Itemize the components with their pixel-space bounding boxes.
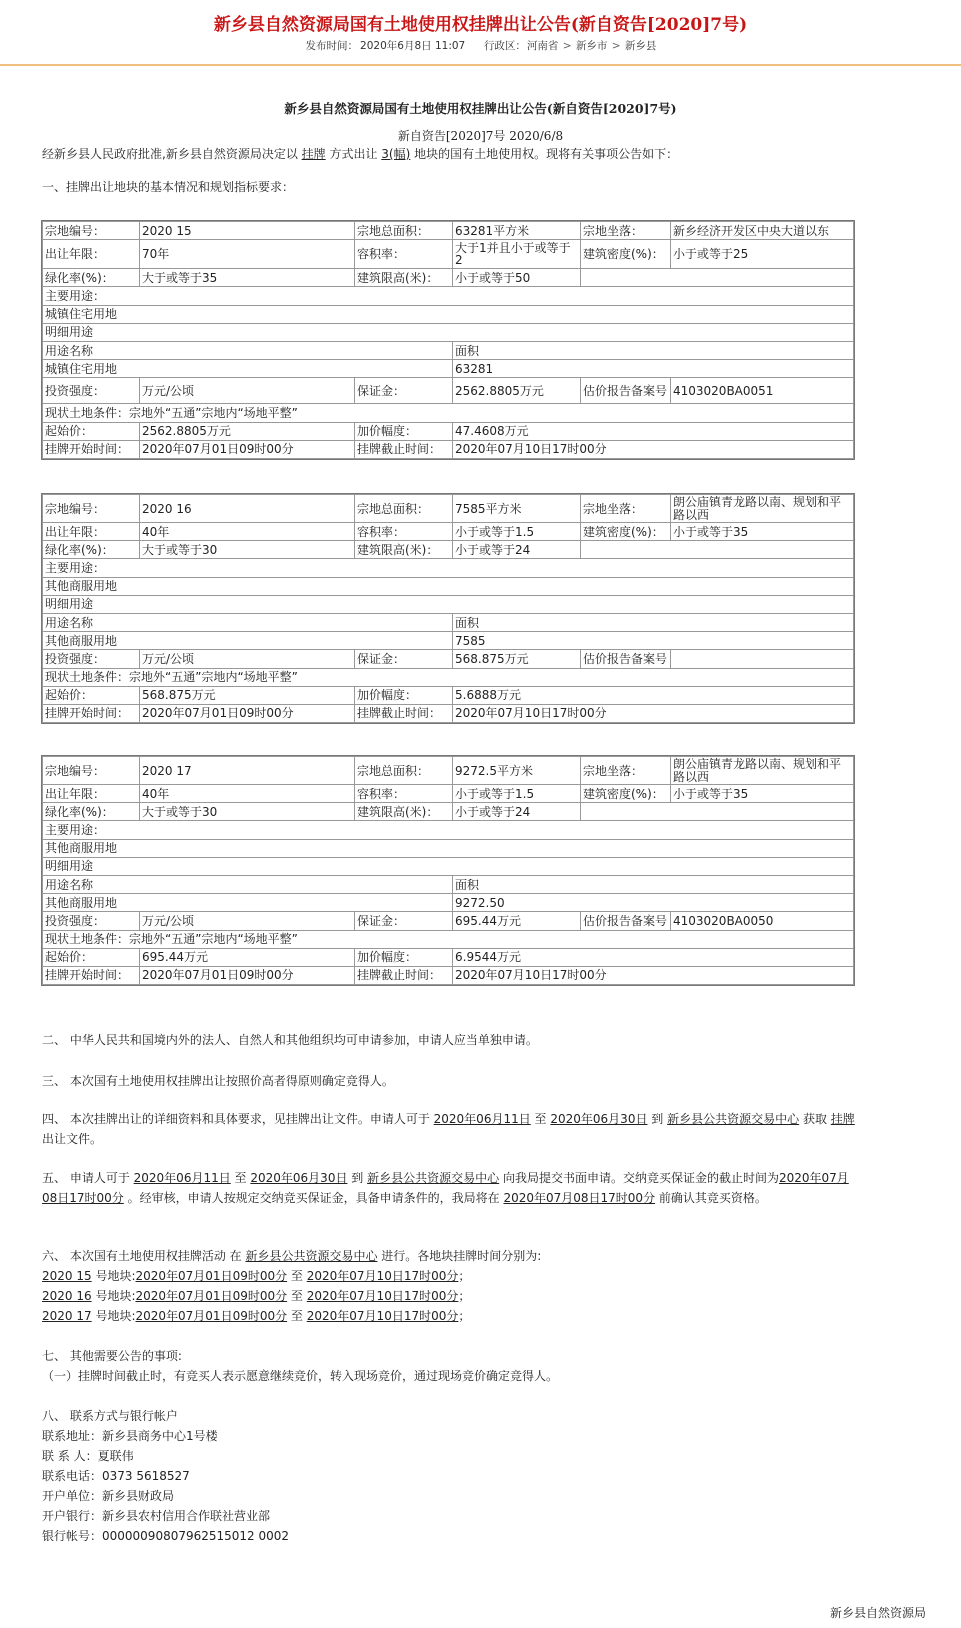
table-cell: 挂牌开始时间： [43, 966, 140, 984]
contact-line: 联系地址：新乡县商务中心1号楼 [42, 1429, 218, 1443]
table-cell: 保证金： [355, 378, 453, 404]
table-cell: 估价报告备案号 [581, 378, 671, 404]
table-cell: 面积 [453, 875, 854, 893]
table-cell: 4103020BA0050 [671, 912, 854, 930]
table-cell: 万元/公顷 [140, 650, 355, 668]
region-city-link[interactable]: 新乡市 [575, 40, 608, 52]
section-1-heading: 一、挂牌出让地块的基本情况和规划指标要求： [42, 180, 295, 194]
table-cell: 面积 [453, 613, 854, 631]
table-cell: 出让年限： [43, 785, 140, 803]
table-cell: 2020 16 [140, 495, 355, 523]
table-cell: 47.4608万元 [453, 422, 854, 440]
table-cell: 建筑限高(米)： [355, 269, 453, 287]
table-cell: 绿化率(%)： [43, 803, 140, 821]
table-cell: 小于或等于25 [671, 240, 854, 269]
table-cell: 加价幅度： [355, 686, 453, 704]
schedule-row: 2020 16 号地块:2020年07月01日09时00分 至 2020年07月10日17时00分； [42, 1289, 471, 1303]
table-cell: 用途名称 [43, 341, 453, 359]
table-cell: 568.875万元 [140, 686, 355, 704]
contact-line: 联系电话：0373 5618527 [42, 1469, 190, 1483]
table-cell: 695.44万元 [453, 912, 581, 930]
table-cell: 63281 [453, 360, 854, 378]
table-cell: 2562.8805万元 [140, 422, 355, 440]
table-cell: 主要用途： [43, 559, 854, 577]
table-cell: 朗公庙镇青龙路以南、规划和平路以西 [671, 757, 854, 785]
table-cell: 其他商服用地 [43, 839, 854, 857]
table-cell: 主要用途： [43, 287, 854, 305]
parcel-table [42, 221, 854, 459]
table-cell: 万元/公顷 [140, 378, 355, 404]
table-cell: 出让年限： [43, 240, 140, 269]
table-cell: 小于或等于50 [453, 269, 581, 287]
table-cell: 投资强度： [43, 650, 140, 668]
doc-title: 新乡县自然资源局国有土地使用权挂牌出让公告(新自资告[2020]7号) [284, 101, 677, 116]
table-cell: 朗公庙镇青龙路以南、规划和平路以西 [671, 495, 854, 523]
table-cell: 建筑限高(米)： [355, 541, 453, 559]
table-cell: 挂牌开始时间： [43, 704, 140, 722]
table-cell: 宗地编号： [43, 757, 140, 785]
table-cell: 大于或等于35 [140, 269, 355, 287]
section-7: 七、 其他需要公告的事项: （一）挂牌时间截止时，有竞买人表示愿意继续竞价，转入现场竞价，通过现场竞价确定竞得人。 [42, 1349, 559, 1383]
table-cell: 小于或等于35 [671, 523, 854, 541]
table-cell: 加价幅度： [355, 422, 453, 440]
table-cell: 5.6888万元 [453, 686, 854, 704]
table-cell: 其他商服用地 [43, 894, 453, 912]
contact-line: 开户银行：新乡县农村信用合作联社营业部 [42, 1509, 271, 1523]
page-title: 新乡县自然资源局国有土地使用权挂牌出让公告(新自资告[2020]7号) [213, 15, 748, 35]
table-cell: 加价幅度： [355, 948, 453, 966]
table-cell: 建筑密度(%)： [581, 240, 671, 269]
table-cell: 40年 [140, 785, 355, 803]
header [0, 0, 961, 66]
table-cell: 小于或等于1.5 [453, 785, 581, 803]
publish-time: 2020年6月8日 11:07 [360, 40, 466, 52]
table-cell: 宗地总面积： [355, 222, 453, 240]
table-cell: 投资强度： [43, 912, 140, 930]
chevron-right-icon: > [562, 40, 572, 52]
intro-paragraph: 经新乡县人民政府批准,新乡县自然资源局决定以 挂牌 方式出让 3(幅) 地块的国有土地使用权。现将有关事项公告如下： [42, 147, 679, 161]
table-cell: 40年 [140, 523, 355, 541]
table-cell: 2020年07月10日17时00分 [453, 440, 854, 458]
table-cell: 宗地坐落： [581, 495, 671, 523]
table-cell: 起始价： [43, 948, 140, 966]
table-cell: 容积率： [355, 523, 453, 541]
table-cell: 投资强度： [43, 378, 140, 404]
table-cell: 城镇住宅用地 [43, 305, 854, 323]
table-cell: 2020年07月01日09时00分 [140, 440, 355, 458]
table-cell: 容积率： [355, 240, 453, 269]
schedule-row: 2020 17 号地块:2020年07月01日09时00分 至 2020年07月10日17时00分； [42, 1309, 471, 1323]
table-cell: 2020年07月10日17时00分 [453, 966, 854, 984]
table-cell: 2020年07月01日09时00分 [140, 966, 355, 984]
table-cell: 2020年07月10日17时00分 [453, 704, 854, 722]
table-cell: 新乡经济开发区中央大道以东 [671, 222, 854, 240]
table-cell [581, 541, 854, 559]
table-cell: 2562.8805万元 [453, 378, 581, 404]
table-cell: 挂牌截止时间： [355, 440, 453, 458]
table-cell: 宗地坐落： [581, 222, 671, 240]
table-cell: 大于或等于30 [140, 803, 355, 821]
table-cell: 出让年限： [43, 523, 140, 541]
table-cell [581, 803, 854, 821]
parcel-table [42, 494, 854, 723]
table-cell: 用途名称 [43, 613, 453, 631]
section-8: 八、 联系方式与银行帐户 联系地址：新乡县商务中心1号楼 联 系 人：夏联伟 联系电话：0373 5618527 开户单位：新乡县财政局 开户银行：新乡县农村信用合作联社营业部 银行帐号：00000090807962515012 0002 [42, 1406, 862, 1546]
contact-line: 联 系 人：夏联伟 [42, 1449, 134, 1463]
chevron-right-icon: > [611, 40, 621, 52]
table-cell: 宗地编号： [43, 495, 140, 523]
table-cell: 2020年07月01日09时00分 [140, 704, 355, 722]
table-cell: 小于或等于1.5 [453, 523, 581, 541]
table-cell: 容积率： [355, 785, 453, 803]
section-2: 二、 中华人民共和国境内外的法人、自然人和其他组织均可申请参加，申请人应当单独申请。 [42, 1033, 538, 1047]
table-cell: 其他商服用地 [43, 632, 453, 650]
table-cell: 估价报告备案号 [581, 912, 671, 930]
table-cell: 现状土地条件：宗地外“五通”宗地内“场地平整” [43, 404, 854, 422]
parcel-table [42, 756, 854, 985]
table-cell: 695.44万元 [140, 948, 355, 966]
table-cell: 明细用途 [43, 857, 854, 875]
table-cell: 7585 [453, 632, 854, 650]
region-province-link[interactable]: 河南省 [526, 40, 559, 52]
table-cell: 其他商服用地 [43, 577, 854, 595]
table-cell: 绿化率(%)： [43, 269, 140, 287]
table-cell: 估价报告备案号 [581, 650, 671, 668]
table-cell: 挂牌截止时间： [355, 966, 453, 984]
table-cell: 现状土地条件：宗地外“五通”宗地内“场地平整” [43, 930, 854, 948]
signature: 新乡县自然资源局 [829, 1606, 926, 1620]
contact-line: 开户单位：新乡县财政局 [42, 1489, 175, 1503]
table-cell: 9272.5平方米 [453, 757, 581, 785]
table-cell: 保证金： [355, 650, 453, 668]
region-label: 行政区： [483, 40, 526, 52]
table-cell: 小于或等于24 [453, 541, 581, 559]
table-cell: 2020 15 [140, 222, 355, 240]
table-cell: 绿化率(%)： [43, 541, 140, 559]
table-cell: 起始价： [43, 686, 140, 704]
schedule-row: 2020 15 号地块:2020年07月01日09时00分 至 2020年07月10日17时00分； [42, 1269, 471, 1283]
publish-label: 发布时间： [305, 40, 359, 52]
table-cell: 小于或等于24 [453, 803, 581, 821]
table-cell: 6.9544万元 [453, 948, 854, 966]
table-cell: 宗地总面积： [355, 757, 453, 785]
table-cell: 9272.50 [453, 894, 854, 912]
table-cell: 大于1并且小于或等于2 [453, 240, 581, 269]
table-cell: 主要用途： [43, 821, 854, 839]
table-cell: 大于或等于30 [140, 541, 355, 559]
table-cell: 4103020BA0051 [671, 378, 854, 404]
table-cell: 568.875万元 [453, 650, 581, 668]
doc-number: 新自资告[2020]7号 2020/6/8 [397, 129, 564, 143]
table-cell [581, 269, 854, 287]
table-cell: 挂牌开始时间： [43, 440, 140, 458]
table-cell: 万元/公顷 [140, 912, 355, 930]
table-cell: 宗地坐落： [581, 757, 671, 785]
meta-line [0, 36, 961, 56]
section-4: 四、 本次挂牌出让的详细资料和具体要求，见挂牌出让文件。申请人可于 2020年06月11日 至 2020年06月30日 到 新乡县公共资源交易中心 获取 挂牌 出让文件。 [42, 1112, 855, 1146]
table-cell: 2020 17 [140, 757, 355, 785]
table-cell: 保证金： [355, 912, 453, 930]
table-cell: 宗地编号： [43, 222, 140, 240]
table-cell: 建筑限高(米)： [355, 803, 453, 821]
table-cell: 建筑密度(%)： [581, 523, 671, 541]
table-cell: 用途名称 [43, 875, 453, 893]
table-cell: 小于或等于35 [671, 785, 854, 803]
section-6: 六、 本次国有土地使用权挂牌活动 在 新乡县公共资源交易中心 进行。各地块挂牌时间分别为: 2020 15 号地块:2020年07月01日09时00分 至 2020年07月10日17时00分； 2020 16 号地块:2020年07月01日09时00分 至 2020年07月10日17时00分； 2020 17 号地块:2020年07月01日09时00分 至 2020年07月10日17时00分； [42, 1246, 862, 1326]
table-cell: 现状土地条件：宗地外“五通”宗地内“场地平整” [43, 668, 854, 686]
contact-line: 银行帐号：00000090807962515012 0002 [42, 1529, 290, 1543]
table-cell [671, 650, 854, 668]
table-cell: 明细用途 [43, 323, 854, 341]
section-5: 五、 申请人可于 2020年06月11日 至 2020年06月30日 到 新乡县公共资源交易中心 向我局提交书面申请。交纳竞买保证金的截止时间为2020年07月08日17时00分 。经审核，申请人按规定交纳竞买保证金，具备申请条件的，我局将在 2020年07月08日17时00分 前确认其竞买资格。 [42, 1171, 849, 1205]
table-cell: 宗地总面积： [355, 495, 453, 523]
document-body [0, 99, 961, 197]
table-cell: 7585平方米 [453, 495, 581, 523]
table-cell: 70年 [140, 240, 355, 269]
table-cell: 起始价： [43, 422, 140, 440]
table-cell: 挂牌截止时间： [355, 704, 453, 722]
table-cell: 63281平方米 [453, 222, 581, 240]
region-county-link[interactable]: 新乡县 [624, 40, 657, 52]
table-cell: 面积 [453, 341, 854, 359]
table-cell: 城镇住宅用地 [43, 360, 453, 378]
table-cell: 明细用途 [43, 595, 854, 613]
table-cell: 建筑密度(%)： [581, 785, 671, 803]
section-3: 三、 本次国有土地使用权挂牌出让按照价高者得原则确定竞得人。 [42, 1074, 394, 1088]
